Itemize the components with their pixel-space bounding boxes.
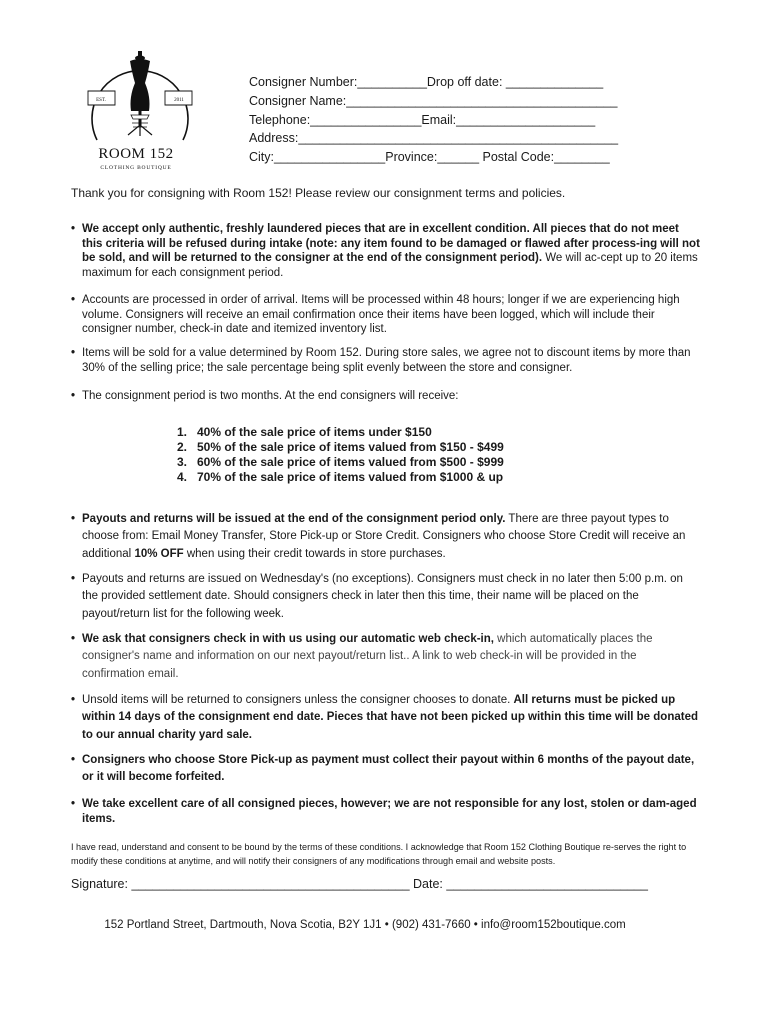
bullet-icon: • [71,798,76,810]
term-text: Accounts are processed in order of arrival. Items will be processed within 48 hours; longer if we are experiencing high volume. Consigners will receive an email confirmation once their items have been logged, which will include their consigner number, check-in date and itemized inventory list. [82,294,680,335]
term-text: Items will be sold for a value determined by Room 152. During store sales, we agree not to discount items by more than 30% of the selling price; the sale percentage being split evenly between the store and consigner. [82,347,691,374]
term-text: when using their credit towards in store purchases. [183,547,446,560]
term-authentic-items [71,222,701,280]
payout-rate-item: 3. 60% of the sale price of items valued from $500 - $999 [177,455,504,469]
term-text: We will ac-cept up to 20 items maximum for each consignment period. [82,252,698,279]
term-text-bold: We ask that consigners check in with us using our automatic web check-in, [82,633,494,645]
logo-subtitle: CLOTHING BOUTIQUE [100,165,172,171]
signature-date-field[interactable]: Signature: ________________________________________ Date: _____________________________ [71,877,648,891]
consent-statement: I have read, understand and consent to be bound by the terms of these conditions. I acknowledge that Room 152 Clothing Boutique re-serves the right to modify these conditions at anytime, and will notify their consigners of any modifications through email and website posts. [71,842,687,866]
consigner-name-field[interactable]: Consigner Name:_______________________________________ [249,94,618,108]
payout-rate-item: 2. 50% of the sale price of items valued from $150 - $499 [177,440,504,454]
bullet-icon: • [71,633,76,645]
bullet-icon: • [71,513,76,525]
term-text-bold: Payouts and returns will be issued at the end of the consignment period only. [82,513,506,525]
term-consignment-period [71,389,701,404]
telephone-email-field[interactable]: Telephone:________________Email:____________________ [249,113,596,127]
payout-rate-item: 4. 70% of the sale price of items valued from $1000 & up [177,470,504,484]
bullet-icon: • [71,754,76,766]
term-text: Payouts and returns are issued on Wednesday's (no exceptions). Consigners must check in no later then 5:00 p.m. on the provided settlement date. Should consigners check in later then this time, their name will be placed on the payout/return list for the following week. [82,573,683,620]
term-text: Unsold items will be returned to consigners unless the consigner chooses to donate. [82,694,514,706]
term-text-bold: We take excellent care of all consigned pieces, however; we are not responsible for any lost, stolen or dam-aged items. [82,798,697,825]
term-text: There are three payout types to choose from: Email Money Transfer, Store Pick-up or Store Credit. Consigners who choose Store Credit will receive an additional [82,513,686,560]
term-text-bold: Consigners who choose Store Pick-up as payment must collect their payout within 6 months of the payout date, or it will become forfeited. [82,754,695,784]
term-pricing [71,346,701,375]
logo-est-text: EST. [96,98,106,103]
payout-rate-item: 1. 40% of the sale price of items under $150 [177,425,432,439]
logo-name: ROOM 152 [98,146,174,162]
term-text-bold: 10% OFF [134,547,184,560]
address-field[interactable]: Address:______________________________________________ [249,131,619,145]
bullet-icon: • [71,390,76,402]
term-store-pickup [71,752,701,787]
term-text-bold: We accept only authentic, freshly laundered pieces that are in excellent condition. All pieces that do not meet this criteria will be refused during intake (note: any item found to be damaged or flawed after process-ing will not be sold, and will be returned to the consigner at the end of the consignment period). [82,223,700,264]
bullet-icon: • [71,294,76,306]
bullet-icon: • [71,573,76,585]
term-liability [71,797,701,826]
term-text: The consignment period is two months. At the end consigners will receive: [82,390,459,402]
dress-form-icon [128,51,152,136]
term-web-check-in [71,631,701,683]
term-processing [71,293,701,337]
term-text: which automatically places the consigner's name and information on our next payout/return list.. A link to web check-in will be provided in the confirmation email. [82,633,653,680]
term-unsold-items [71,692,701,744]
payout-rate-list [177,425,504,485]
footer-contact: 152 Portland Street, Dartmouth, Nova Scotia, B2Y 1J1 • (902) 431-7660 • info@room152boutique.com [104,919,626,931]
bullet-icon: • [71,694,76,706]
city-province-postal-field[interactable]: City:________________Province:______ Postal Code:________ [249,150,610,164]
term-text-bold: All returns must be picked up within 14 days of the consignment end date. Pieces that have not been picked up within this time will be donated to our annual charity yard sale. [82,694,698,741]
bullet-icon: • [71,223,76,235]
term-payout-day [71,571,701,623]
logo-year-text: 2011 [174,98,184,103]
intro-text: Thank you for consigning with Room 152! Please review our consignment terms and policies. [71,186,566,200]
bullet-icon: • [71,347,76,359]
consigner-number-field[interactable]: Consigner Number:__________Drop off date: ______________ [249,75,604,89]
term-payout-types [71,511,701,563]
